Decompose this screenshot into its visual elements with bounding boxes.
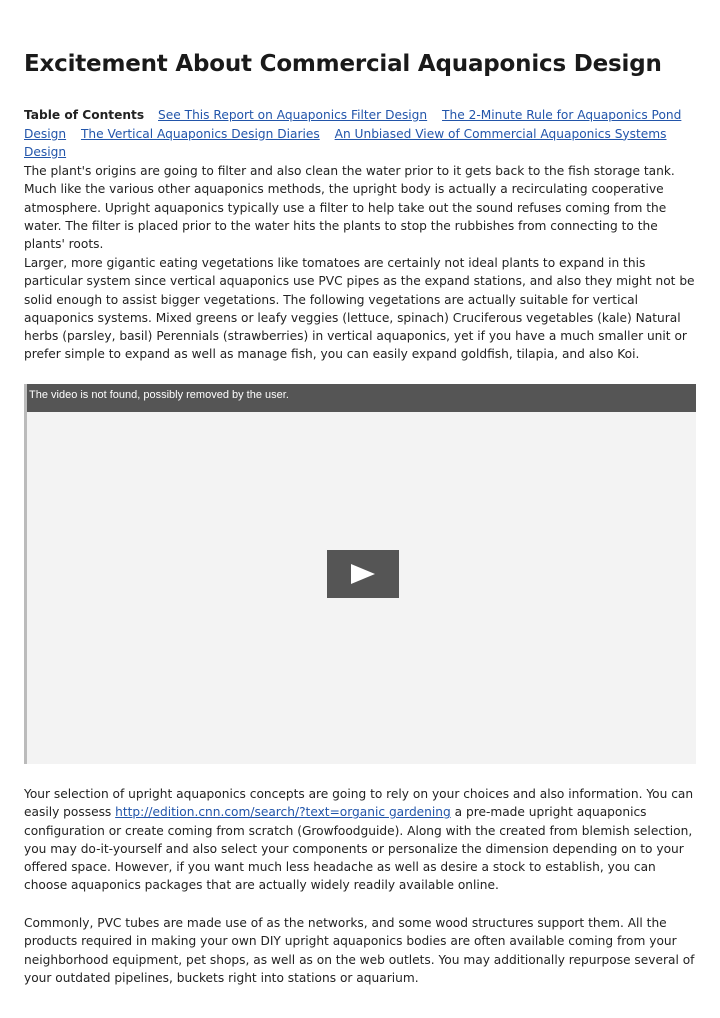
paragraph-larger-vegetations: Larger, more gigantic eating vegetations like tomatoes are certainly not ideal plants to expand in this particular system since vertical aquaponics use PVC pipes as the expand stations, and also they might not be solid enough to assist bigger vegetations. The following vegetations are actually suitable for vertical aquaponics systems. Mixed greens or leafy veggies (lettuce, spinach) Cruciferous vegetables (kale) Natural herbs (parsley, basil) Perennials (strawberries) in vertical aquaponics, yet if you have a much smaller unit or prefer simple to expand as well as manage fish, you can easily expand goldfish, tilapia, and also Koi.	[24, 256, 695, 362]
toc-link-commercial-design[interactable]: An Unbiased View of Commercial Aquaponics Systems Design	[24, 126, 667, 159]
video-error-bar	[27, 384, 696, 412]
page-title: Excitement About Commercial Aquaponics Design	[24, 51, 662, 77]
play-button[interactable]	[327, 550, 399, 598]
cnn-search-link[interactable]: http://edition.cnn.com/search/?text=organic gardening	[115, 805, 451, 820]
toc-label: Table of Contents	[24, 108, 145, 122]
toc-link-pond-design[interactable]: The 2-Minute Rule for Aquaponics Pond Design	[24, 108, 682, 141]
paragraph-selection	[24, 785, 696, 895]
play-icon	[351, 564, 375, 584]
toc-link-filter-design[interactable]: See This Report on Aquaponics Filter Design	[158, 108, 428, 122]
paragraph-text: a pre-made upright aquaponics configuration or create coming from scratch (Growfoodguide). Along with the created from blemish selection, you may do-it-yourself and also select your components or personalize the dimension depending on to your offered space. However, if you want much less headache as well as desire a stock to establish, you can choose aquaponics packages that are actually widely readily available online.	[24, 805, 693, 893]
video-error-message: The video is not found, possibly removed by the user.	[29, 389, 289, 401]
toc-link-vertical-design[interactable]: The Vertical Aquaponics Design Diaries	[80, 126, 320, 141]
paragraph-pvc-tubes: Commonly, PVC tubes are made use of as the networks, and some wood structures support them. All the products required in making your own DIY upright aquaponics bodies are often available coming from your neighborhood equipment, pet shops, as well as on the web outlets. You may additionally repurpose several of your outdated pipelines, buckets right into stations or aquarium.	[24, 916, 695, 985]
table-of-contents	[24, 106, 696, 162]
paragraph-plant-origins: The plant's origins are going to filter and also clean the water prior to it gets back to the fish storage tank. Much like the various other aquaponics methods, the upright body is actually a recirculating cooperative atmosphere. Upright aquaponics typically use a filter to help take out the sound refuses coming from the water. The filter is placed prior to the water hits the plants to stop the rubbishes from connecting to the plants' roots.	[24, 164, 675, 252]
video-embed[interactable]	[24, 384, 696, 764]
paragraph-text: Your selection of upright aquaponics concepts are going to rely on your choices and also information. You can easily possess	[24, 787, 694, 820]
